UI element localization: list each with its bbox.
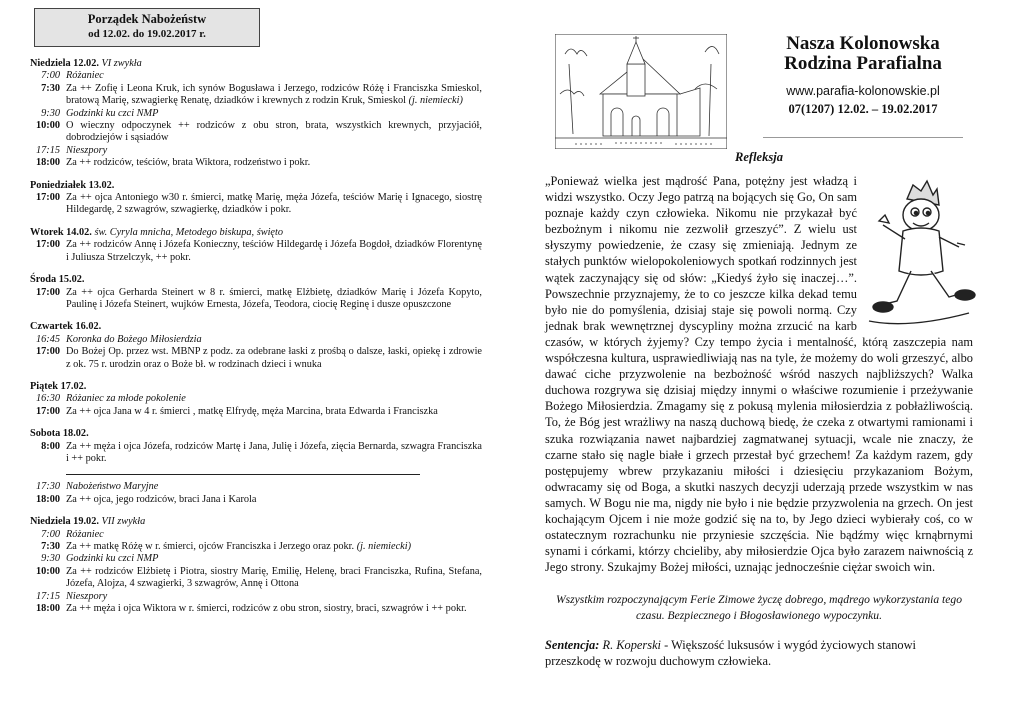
mass-time: 7:00 xyxy=(41,70,60,82)
intention-text: Koronka do Bożego Miłosierdzia xyxy=(66,333,202,345)
day-title xyxy=(30,58,482,70)
mass-entry xyxy=(30,192,482,217)
mass-entry xyxy=(30,406,482,418)
day-date: Piątek 17.02. xyxy=(30,380,87,392)
mass-time: 17:00 xyxy=(35,405,60,417)
intention-text: Godzinki ku czci NMP xyxy=(66,107,159,119)
schedule-day xyxy=(30,516,482,615)
schedule-day xyxy=(30,180,482,217)
reflection-text: „Ponieważ wielka jest mądrość Pana, potężny jest władzą i widzi wszystko. Oczy Jego patrzą na bojących się Go, On sam poznaje każdy czyn człowieka. Nikomu nie przykazał być bezbożnym i nikomu nie zezwolił grzeszyć”. Z wielu ust słyszymy powiedzenie, że czasy się zmieniają. Jednym ze stałych punktów wielopokoleniowych spotkań rodzinnych jest wątek zaczynający się od słów: „Kiedyś żyło się inaczej…”. Powszechnie przyznajemy, że to co jeszcze kilka dekad temu było nie do pomyślenia, dzisiaj staje się powoli normą. Czy jednak brak wewnętrznej dyscypliny można zrzucić na karb czasów, w których żyjemy? Czy tempo życia i mentalność, którą zaszczepia nam współczesna kultura, usprawiedliwiają nas na tyle, że możemy do woli grzeszyć, albo dawać ciche przyzwolenie na bezbożność wśród naszych najbliższych? Walka duchowa rozgrywa się dzisiaj między innymi o właściwe rozumienie i przeżywanie Bożego Miłosierdzia. Zmagamy się z pokusą mylenia miłosierdzia z pobłażliwością. To, że Bóg jest wrażliwy na naszą duchową biedę, że czeka z otwartymi ramionami i szuka rozwiązania nawet najbardziej zagmatwanej sytuacji, wcale nie znaczy, że czarne stało się nagle białe i grzech przestał być grzechem! Za każdym razem, gdy postępujemy wbrew przykazaniu miłości i dziesięciu przykazaniom Bożym, odwracamy się od Boga, a skutki naszych decyzji uderzają przede wszystkim w nas samych. W Bogu nie ma, nigdy nie było i nie będzie przyzwolenia na grzech. On jest kochającym Ojcem i nie może godzić się na to, by Jego dzieci wybierały coś, co w ostatecznym rozrachunku nie przyniesie szczęścia. Nie bądźmy więc krnąbrnymi synami i córkami, którzy chcieliby, aby miłosierdzie Ojca było zarazem naiwnością z Jego strony. Szukajmy Bożej miłości, uznając jednocześnie ciężar swoich win. xyxy=(545,174,973,575)
bulletin-brand xyxy=(757,34,969,117)
day-title xyxy=(30,516,482,528)
mass-entry xyxy=(30,239,482,264)
masthead xyxy=(545,14,973,136)
reflection-title: Refleksja xyxy=(735,150,783,164)
intention-text: Różaniec za młode pokolenie xyxy=(66,393,186,405)
mass-entry xyxy=(30,346,482,371)
schedule-day xyxy=(30,321,482,371)
mass-time: 17:00 xyxy=(35,286,60,298)
masthead-divider xyxy=(763,137,963,138)
mass-time: 7:00 xyxy=(41,528,60,540)
mass-time: 9:30 xyxy=(41,107,60,119)
mass-time: 17:00 xyxy=(35,192,60,204)
mass-intention xyxy=(66,239,482,264)
schedule-day xyxy=(30,274,482,311)
intention-text: Za ++ ojca, jego rodziców, braci Jana i Karola xyxy=(66,493,257,505)
mass-intention xyxy=(66,70,482,82)
mass-intention xyxy=(66,494,482,506)
intention-text: Różaniec xyxy=(66,528,104,540)
mass-time: 17:15 xyxy=(35,144,60,156)
mass-intention xyxy=(66,157,482,169)
mass-entry xyxy=(30,494,482,506)
sentence-label: Sentencja: xyxy=(545,638,600,653)
mass-time: 17:00 xyxy=(35,346,60,358)
mass-entry xyxy=(30,441,482,466)
schedule-title: Porządek Nabożeństw xyxy=(87,12,207,26)
mass-intention xyxy=(66,393,482,405)
mass-intention xyxy=(66,145,482,157)
mass-intention xyxy=(66,529,482,541)
language-note: (j. niemiecki) xyxy=(356,541,412,552)
mass-time: 10:00 xyxy=(35,565,60,577)
mass-entry xyxy=(30,603,482,615)
mass-time: 16:45 xyxy=(35,333,60,345)
schedule-days xyxy=(30,58,482,615)
mass-time: 18:00 xyxy=(35,157,60,169)
intention-text: Do Bożej Op. przez wst. MBNP z podz. za odebrane łaski z prośbą o dalsze, łaski, opiekę i zdrowie z ok. 75 r. urodzin oraz o Boże bł. w rodzinach dzieci i wnuka xyxy=(66,346,482,370)
day-liturgical-note: VII zwykła xyxy=(101,516,146,528)
bulletin-title-line1: Nasza Kolonowska xyxy=(786,33,940,54)
mass-time: 18:00 xyxy=(35,603,60,615)
sentence-quote xyxy=(545,638,973,669)
intention-text: Godzinki ku czci NMP xyxy=(66,553,159,565)
mass-entry xyxy=(30,157,482,169)
schedule-dates: od 12.02. do 19.02.2017 r. xyxy=(88,28,206,40)
website-link[interactable]: www.parafia-kolonowskie.pl xyxy=(786,84,940,98)
mass-time: 7:30 xyxy=(41,541,60,552)
schedule-day xyxy=(30,227,482,264)
day-date: Sobota 18.02. xyxy=(30,428,89,440)
day-title xyxy=(30,321,482,333)
mass-entry xyxy=(30,481,482,493)
day-title xyxy=(30,180,482,192)
sentence-author: R. Koperski xyxy=(602,638,662,653)
mass-entry xyxy=(30,145,482,157)
day-date: Wtorek 14.02. xyxy=(30,226,92,238)
intention-text: Za ++ ojca Antoniego w30 r. śmierci, matkę Marię, męża Józefa, teściów Marię i Ignacego, siostrę Hildegardę, 2 szwagrów, szwagierkę, dziadków i pokr. xyxy=(66,192,482,216)
mass-schedule xyxy=(30,8,482,625)
holiday-wishes: Wszystkim rozpoczynającym Ferie Zimowe życzę dobrego, mądrego wykorzystania tego czasu. Bezpiecznego i Błogosławionego wypoczynku. xyxy=(555,593,963,623)
day-date: Niedziela 19.02. xyxy=(30,516,99,528)
mass-entry xyxy=(30,541,482,553)
mass-entry xyxy=(30,70,482,82)
mass-entry xyxy=(30,108,482,120)
language-note: (j. niemiecki) xyxy=(408,95,463,107)
intention-text: Nabożeństwo Maryjne xyxy=(66,481,159,493)
mass-intention xyxy=(66,481,482,493)
intention-text: Nieszpory xyxy=(66,144,108,156)
mass-entry xyxy=(30,287,482,312)
mass-intention xyxy=(66,108,482,120)
day-date: Poniedziałek 13.02. xyxy=(30,179,115,191)
knight-cartoon-illustration xyxy=(861,179,981,329)
day-date: Czwartek 16.02. xyxy=(30,321,102,333)
intention-text: Różaniec xyxy=(66,70,104,82)
reflection-body xyxy=(545,173,973,575)
mass-time: 17:30 xyxy=(35,481,60,493)
mass-intention xyxy=(66,334,482,346)
mass-time: 8:00 xyxy=(41,440,60,452)
mass-intention xyxy=(66,83,482,108)
intention-text: Za ++ męża i ojca Józefa, rodziców Martę i Jana, Julię i Józefa, zięcia Bernarda, szwagra Franciszka i ++ pokr. xyxy=(66,440,482,464)
sentence-text: - Większość luksusów i wygód życiowych stanowi przeszkodę w rozwoju duchowym człowieka. xyxy=(545,638,916,668)
mass-intention xyxy=(66,591,482,603)
intention-text: Za ++ ojca Gerharda Steinert w 8 r. śmierci, matkę Elżbietę, dziadków Marię i Józefa Kopyto, Paulinę i Józefa Steinert, wujków Ernesta, Józefa, Teodora, ciocię Reginę i dusze opuszczone xyxy=(66,286,482,310)
mass-intention xyxy=(66,541,482,553)
mass-time: 10:00 xyxy=(35,120,60,132)
day-title xyxy=(30,381,482,393)
mass-entry xyxy=(30,553,482,565)
bulletin-right-page xyxy=(545,14,973,670)
day-date: Środa 15.02. xyxy=(30,274,85,286)
mass-time: 18:00 xyxy=(35,493,60,505)
intention-text: Za ++ matkę Różę w r. śmierci, ojców Franciszka i Jerzego oraz pokr. xyxy=(66,541,355,552)
intention-text: Za ++ Zofię i Leona Kruk, ich synów Bogusława i Jerzego, rodziców Różę i Franciszka Smieskol, bratową Marię, szwagierkę Renatę, dziadków i krewnych z rodzin Kruk, Smieskol xyxy=(66,82,482,107)
mass-time: 17:15 xyxy=(35,590,60,602)
mass-intention xyxy=(66,441,482,466)
mass-intention xyxy=(66,346,482,371)
mass-intention xyxy=(66,406,482,418)
intention-text: Za ++ rodziców, teściów, brata Wiktora, rodzeństwo i pokr. xyxy=(66,157,311,169)
day-title xyxy=(30,428,482,440)
schedule-day xyxy=(30,428,482,506)
mass-time: 17:00 xyxy=(35,239,60,251)
mass-intention xyxy=(66,192,482,217)
mass-entry xyxy=(30,334,482,346)
day-liturgical-note: św. Cyryla mnicha, Metodego biskupa, święto xyxy=(94,226,284,238)
mass-time: 7:30 xyxy=(41,82,60,94)
bulletin-title-line2: Rodzina Parafialna xyxy=(784,53,942,74)
day-title xyxy=(30,274,482,286)
mass-intention xyxy=(66,553,482,565)
day-date: Niedziela 12.02. xyxy=(30,58,99,69)
day-liturgical-note: VI zwykła xyxy=(101,58,142,69)
mass-time: 9:30 xyxy=(41,553,60,565)
schedule-header xyxy=(34,8,260,47)
mass-intention xyxy=(66,120,482,145)
intention-text: O wieczny odpoczynek ++ rodziców z obu stron, brata, wszystkich krewnych, przyjaciół, dobrodziejów i sąsiadów xyxy=(66,120,482,144)
schedule-divider xyxy=(66,474,420,475)
church-illustration xyxy=(555,34,727,149)
issue-number: 07(1207) 12.02. – 19.02.2017 xyxy=(788,102,938,116)
day-title xyxy=(30,227,482,239)
intention-text: Za ++ męża i ojca Wiktora w r. śmierci, rodziców z obu stron, siostry, braci, szwagrów i ++ pokr. xyxy=(66,603,467,615)
mass-entry xyxy=(30,529,482,541)
mass-entry xyxy=(30,591,482,603)
mass-entry xyxy=(30,566,482,591)
mass-entry xyxy=(30,83,482,108)
intention-text: Nieszpory xyxy=(66,590,108,602)
mass-time: 16:30 xyxy=(35,393,60,405)
mass-intention xyxy=(66,566,482,591)
schedule-day xyxy=(30,381,482,418)
mass-intention xyxy=(66,287,482,312)
intention-text: Za ++ rodziców Annę i Józefa Konieczny, teściów Hildegardę i Józefa Bogdoł, dziadków Florentynę i Juliusza Strzelczyk, ++ pokr. xyxy=(66,239,482,263)
schedule-day xyxy=(30,58,482,170)
intention-text: Za ++ rodziców Elżbietę i Piotra, siostry Marię, Emilię, Helenę, braci Franciszka, Rufina, Stefana, Józefa, Alojza, 4 szwagierki, 3 szwagrów, Annę i Ottona xyxy=(66,565,482,590)
mass-entry xyxy=(30,120,482,145)
mass-intention xyxy=(66,603,482,615)
intention-text: Za ++ ojca Jana w 4 r. śmierci , matkę Elfrydę, męża Marcina, brata Edwarda i Franciszka xyxy=(66,405,438,417)
mass-entry xyxy=(30,393,482,405)
